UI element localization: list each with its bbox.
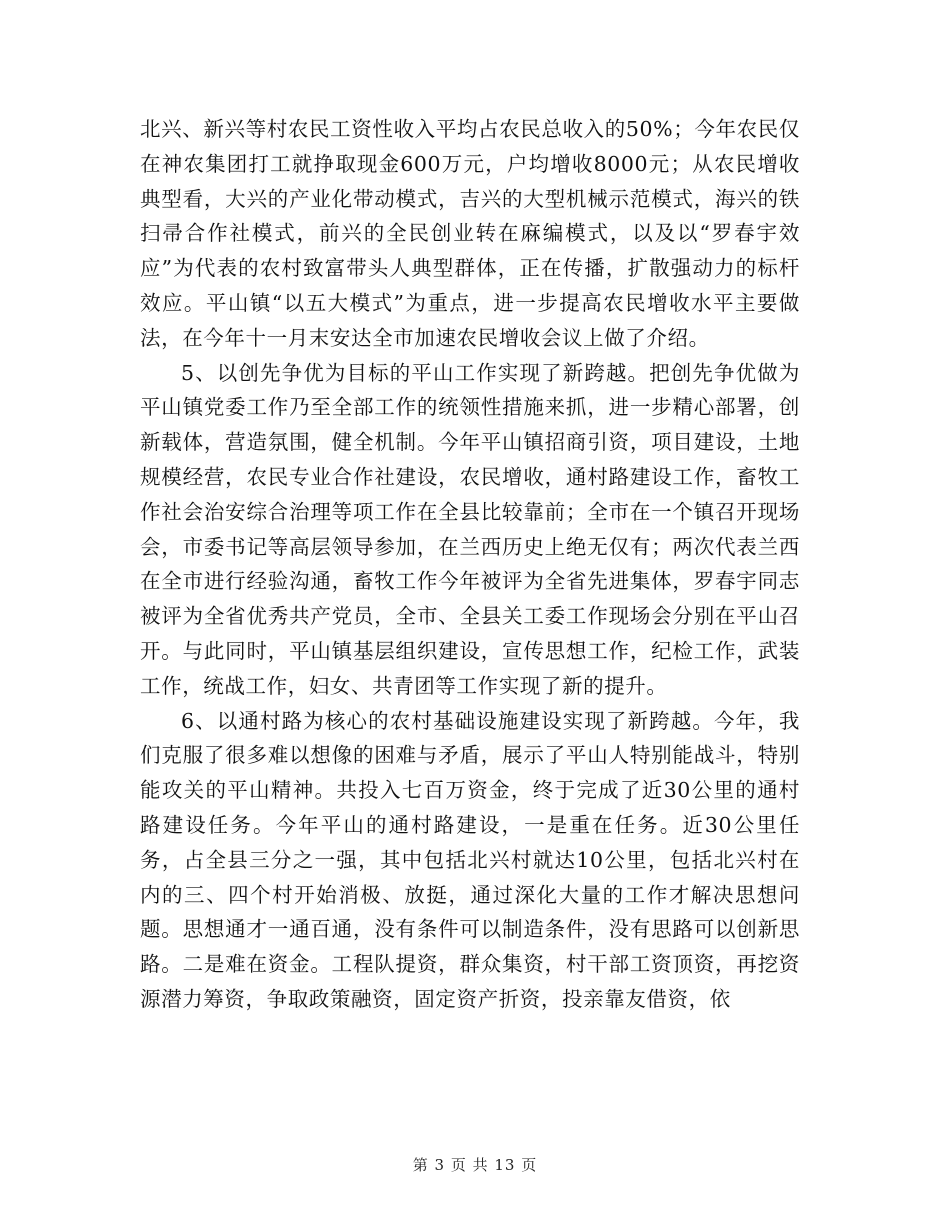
document-body	[140, 112, 800, 1017]
paragraph-continuation: 北兴、新兴等村农民工资性收入平均占农民总收入的50%；今年农民仅在神农集团打工就挣取现金600万元，户均增收8000元；从农民增收典型看，大兴的产业化带动模式，吉兴的大型机械示范模式，海兴的铁扫帚合作社模式，前兴的全民创业转在麻编模式，以及以“罗春宇效应”为代表的农村致富带头人典型群体，正在传播，扩散强动力的标杆效应。平山镇“以五大模式”为重点，进一步提高农民增收水平主要做法，在今年十一月末安达全市加速农民增收会议上做了介绍。	[140, 117, 800, 350]
page-number-footer: 第 3 页 共 13 页	[412, 1156, 538, 1174]
paragraph-item-6: 6、以通村路为核心的农村基础设施建设实现了新跨越。今年，我们克服了很多难以想像的困难与矛盾，展示了平山人特别能战斗，特别能攻关的平山精神。共投入七百万资金，终于完成了近30公里的通村路建设任务。今年平山的通村路建设，一是重在任务。近30公里任务，占全县三分之一强，其中包括北兴村就达10公里，包括北兴村在内的三、四个村开始消极、放挺，通过深化大量的工作才解决思想问题。思想通才一通百通，没有条件可以制造条件，没有思路可以创新思路。二是难在资金。工程队提资，群众集资，村干部工资顶资，再挖资源潜力筹资，争取政策融资，固定资产折资，投亲靠友借资，依	[140, 708, 800, 1011]
paragraph-item-5: 5、以创先争优为目标的平山工作实现了新跨越。把创先争优做为平山镇党委工作乃至全部工作的统领性措施来抓，进一步精心部署，创新载体，营造氛围，健全机制。今年平山镇招商引资，项目建设，土地规模经营，农民专业合作社建设，农民增收，通村路建设工作，畜牧工作社会治安综合治理等项工作在全县比较靠前；全市在一个镇召开现场会，市委书记等高层领导参加，在兰西历史上绝无仅有；两次代表兰西在全市进行经验沟通，畜牧工作今年被评为全省先进集体，罗春宇同志被评为全省优秀共产党员，全市、全县关工委工作现场会分别在平山召开。与此同时，平山镇基层组织建设，宣传思想工作，纪检工作，武装工作，统战工作，妇女、共青团等工作实现了新的提升。	[140, 360, 800, 698]
